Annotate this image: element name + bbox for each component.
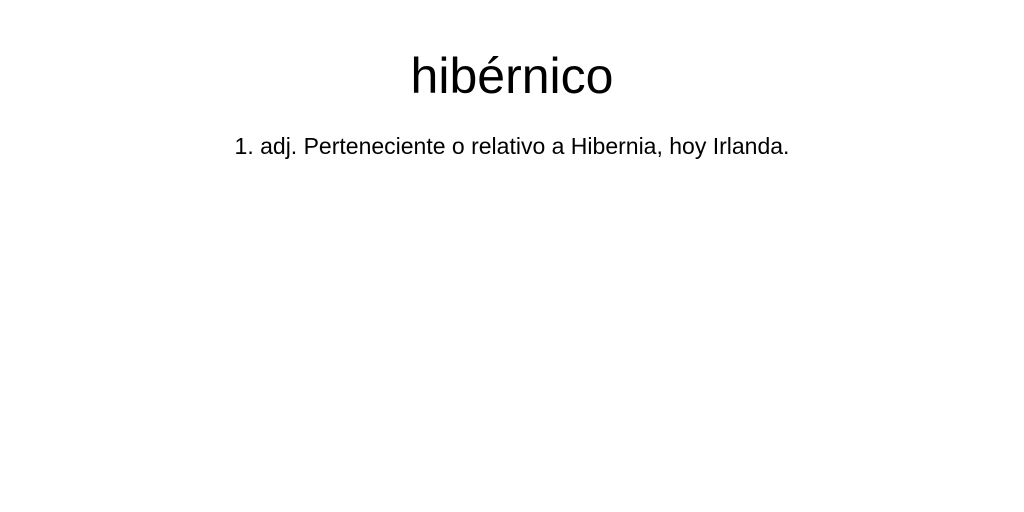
definition-1: 1. adj. Perteneciente o relativo a Hibernia, hoy Irlanda. <box>234 133 790 159</box>
headword-title: hibérnico <box>410 48 614 104</box>
